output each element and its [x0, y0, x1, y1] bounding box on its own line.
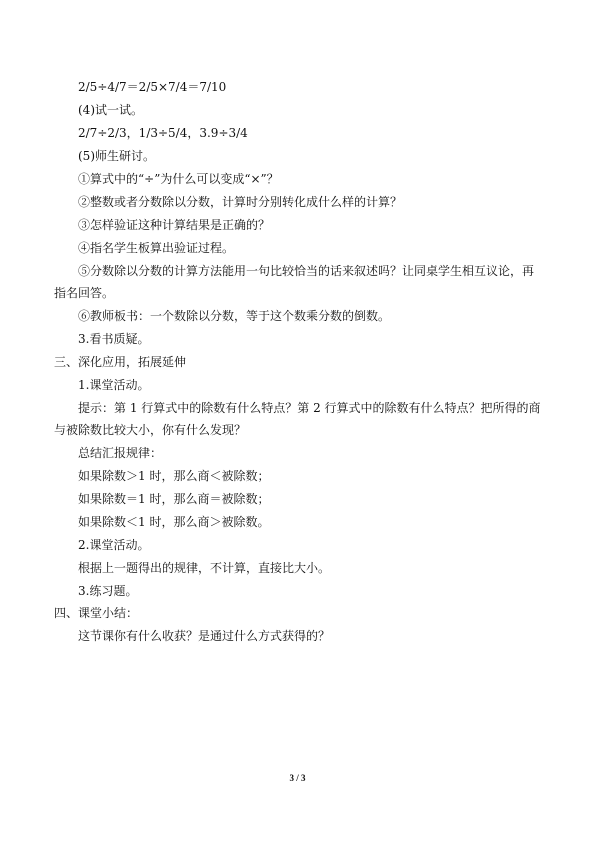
question-1: ①算式中的“÷”为什么可以变成“×”？: [78, 172, 279, 186]
rule-2: 如果除数＝1 时，那么商＝被除数；: [78, 492, 270, 506]
practice-line: 2/7÷2/3，1/3÷5/4，3.9÷3/4: [78, 126, 248, 140]
activity-2-desc: 根据上一题得出的规律，不计算，直接比大小。: [78, 561, 331, 575]
section-4-heading: 四、课堂小结：: [54, 606, 139, 620]
question-5-cont: 指名回答。: [54, 286, 115, 300]
step-3-read: 3.看书质疑。: [78, 332, 150, 346]
step-4-heading: (4)试一试。: [78, 103, 143, 117]
page-number: 3 / 3: [289, 773, 306, 783]
hint-line: 提示：第 1 行算式中的除数有什么特点？第 2 行算式中的除数有什么特点？把所得的商: [78, 401, 541, 415]
rule-3: 如果除数＜1 时，那么商＞被除数。: [78, 515, 270, 529]
equation-line: 2/5÷4/7＝2/5×7/4＝7/10: [78, 80, 227, 94]
hint-line-cont: 与被除数比较大小，你有什么发现？: [54, 423, 247, 437]
question-2: ②整数或者分数除以分数，计算时分别转化成什么样的计算？: [78, 195, 403, 209]
activity-1: 1.课堂活动。: [78, 378, 150, 392]
question-5: ⑤分数除以分数的计算方法能用一句比较恰当的话来叙述吗？让同桌学生相互议论，再: [78, 264, 535, 278]
exercise-line: 3.练习题。: [78, 584, 138, 598]
summary-question: 这节课你有什么收获？是通过什么方式获得的？: [78, 629, 331, 643]
question-6: ⑥教师板书：一个数除以分数，等于这个数乘分数的倒数。: [78, 309, 391, 323]
section-3-heading: 三、深化应用，拓展延伸: [54, 355, 187, 369]
step-5-heading: (5)师生研讨。: [78, 149, 155, 163]
rule-1: 如果除数＞1 时，那么商＜被除数；: [78, 469, 270, 483]
summary-heading: 总结汇报规律：: [78, 446, 163, 460]
activity-2: 2.课堂活动。: [78, 538, 150, 552]
question-4: ④指名学生板算出验证过程。: [78, 241, 235, 255]
question-3: ③怎样验证这种计算结果是正确的？: [78, 218, 271, 232]
